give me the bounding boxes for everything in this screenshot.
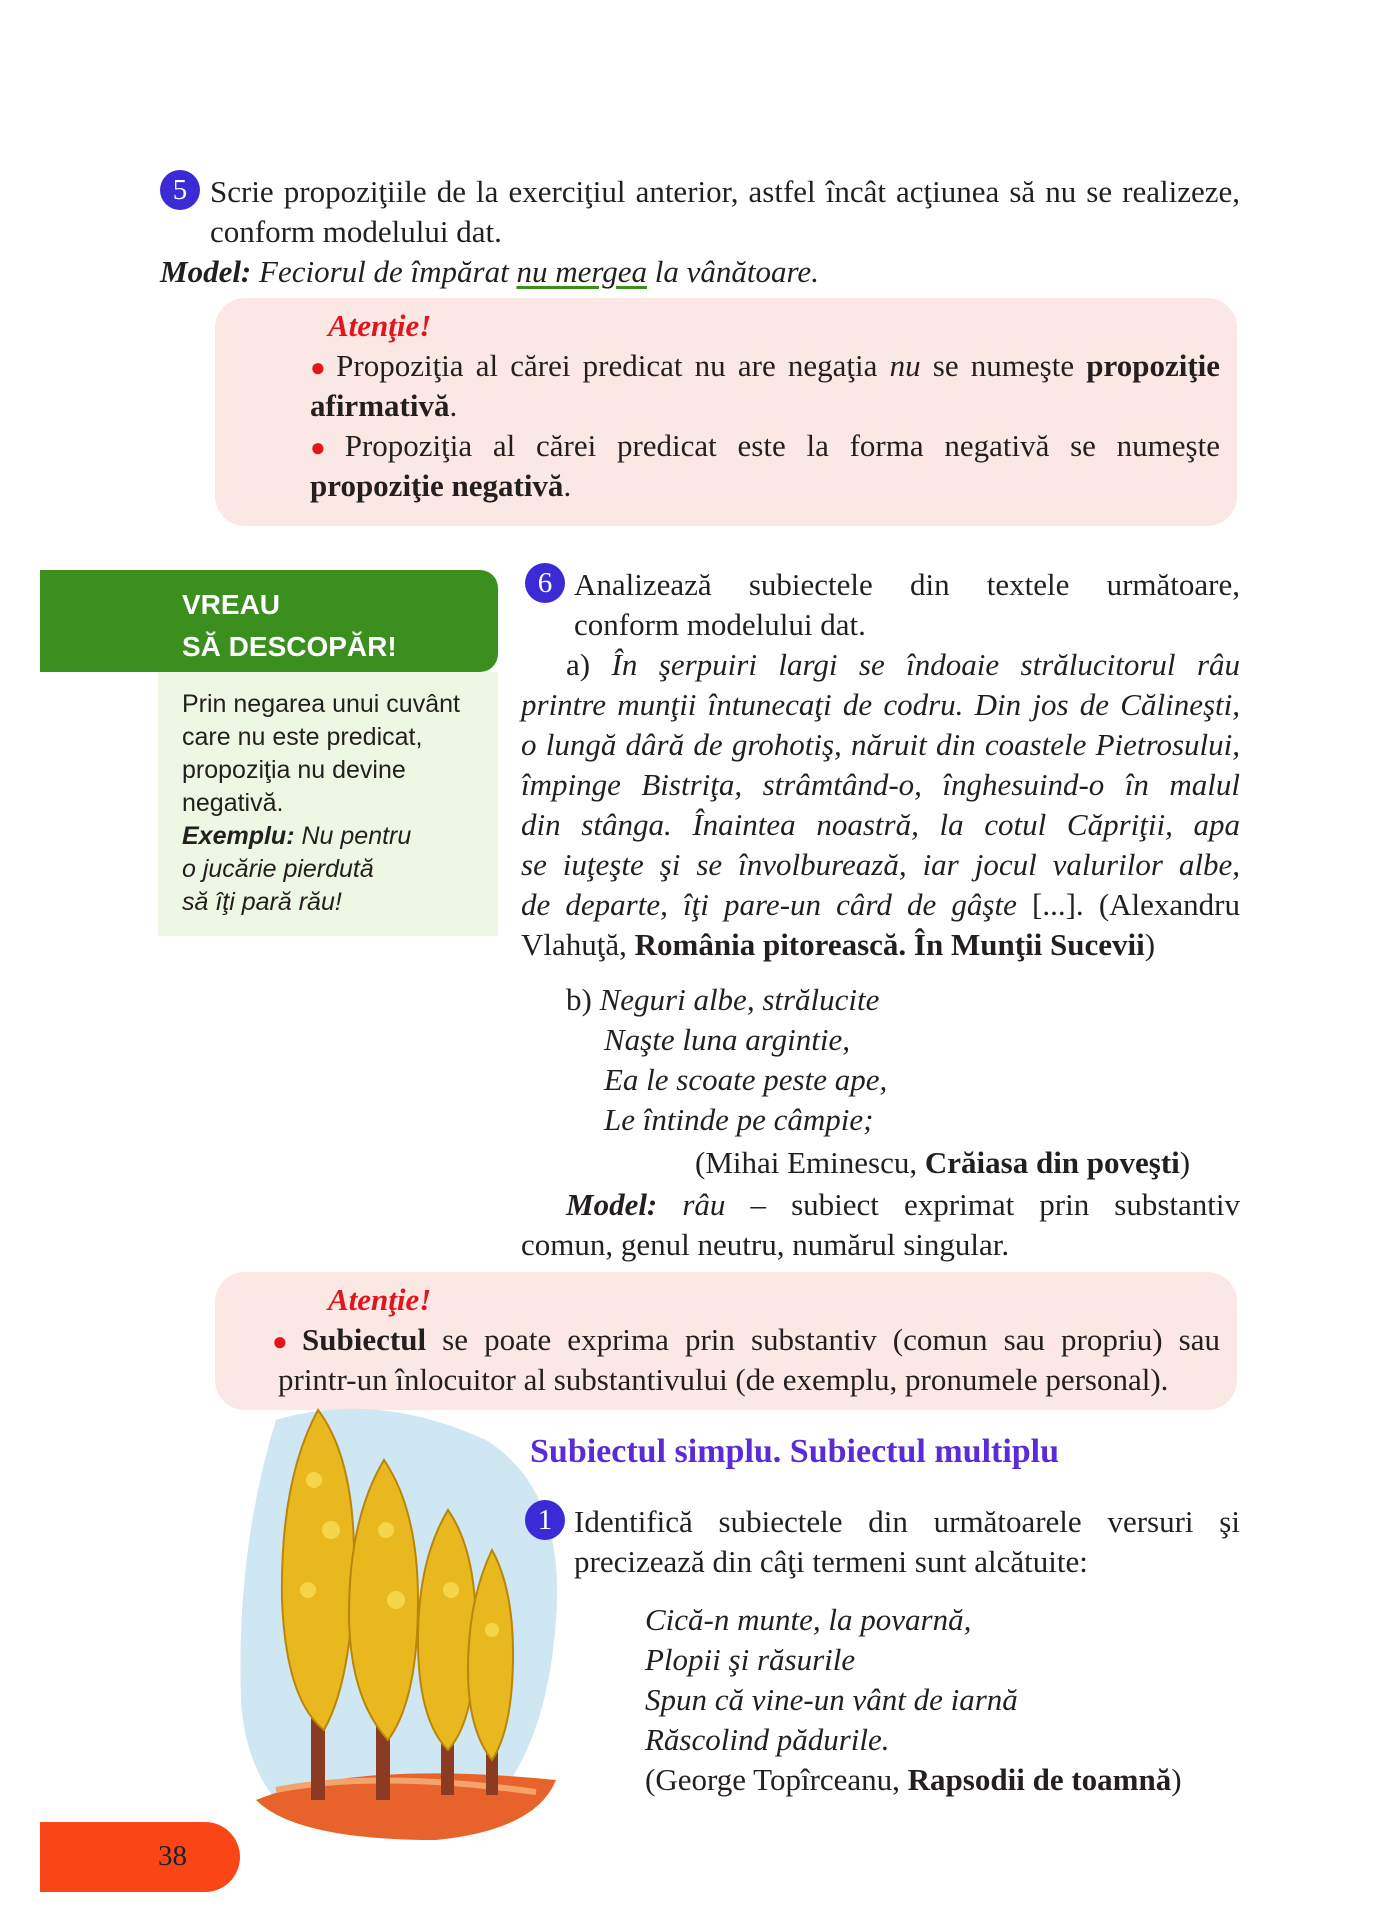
model-line [160,252,819,292]
discover-text: care nu este predicat, [182,723,423,751]
poem-b: Le întinde pe câmpie; [604,1102,874,1137]
discover-example: Exemplu: Nu pentru [182,822,412,850]
model-text: Feciorul de împărat [259,254,509,289]
text-a: printre munţii întunecaţi de codru. Din jos de Călineşti, [521,687,1240,722]
poem-verse: Plopii şi răsurile [645,1642,856,1677]
note-text: printr-un înlocuitor al substantivului (de exemplu, pronumele personal). [278,1362,1169,1397]
text-a: împinge Bistriţa, strâmtând-o, înghesuind-o în malul [521,767,1240,802]
poem-b: Ea le scoate peste ape, [604,1062,888,1097]
model-predicate: nu mergea [516,254,648,289]
model-text: la vânătoare. [654,254,819,289]
attention-title: Atenţie! [328,1282,432,1317]
note-text: ● Propoziţia al cărei predicat este la forma negativă se numeşte [310,428,1220,463]
exercise-number-badge: 1 [525,1500,565,1540]
attention-title: Atenţie! [328,308,432,343]
page-number-tab [40,1822,240,1892]
exercise-text: conform modelului dat. [574,607,866,642]
bullet-icon: ● [310,353,331,382]
exercise-text: precizează din câţi termeni sunt alcătuite: [574,1544,1088,1579]
discover-text: negativă. [182,789,284,817]
poem-verse: Răscolind pădurile. [645,1722,890,1757]
text-a: o lungă dâră de grohotiş, năruit din coastele Pietrosului, [521,727,1240,762]
poem-b-source: (Mihai Eminescu, Crăiasa din poveşti) [695,1145,1191,1180]
model-line: comun, genul neutru, numărul singular. [521,1227,1010,1262]
discover-box-title: VREAU [182,589,281,620]
poem-source: (George Topîrceanu, Rapsodii de toamnă) [645,1762,1182,1797]
text-a: a) În şerpuiri largi se îndoaie strălucitorul râu [566,647,1241,682]
exercise-number-badge: 5 [160,170,200,210]
model-label: Model: [160,254,252,289]
discover-example: să îţi pară rău! [182,888,342,916]
text-a-source: Vlahuţă, România pitorească. În Munţii Sucevii) [521,927,1156,962]
discover-text: Prin negarea unui cuvânt [182,690,460,718]
poem-b: Naşte luna argintie, [604,1022,850,1057]
poem-verse: Cică-n munte, la povarnă, [645,1602,972,1637]
exercise-text: Analizează subiectele din textele următoare, [574,567,1240,602]
discover-box-title: SĂ DESCOPĂR! [182,631,397,662]
poem-verse: Spun că vine-un vânt de iarnă [645,1682,1018,1717]
poem-b: b) Neguri albe, strălucite [566,982,880,1017]
note-text: ● Subiectul se poate exprima prin substantiv (comun sau propriu) sau [272,1322,1220,1357]
section-heading: Subiectul simplu. Subiectul multiplu [530,1433,1060,1470]
discover-example: o jucărie pierdută [182,855,374,883]
text-a: de departe, îţi pare-un cârd de gâşte [...]. (Alexandru [521,887,1241,922]
exercise-number-badge: 6 [525,563,565,603]
bullet-icon: ● [272,1327,297,1356]
exercise-text: Identifică subiectele din următoarele versuri şi [574,1504,1240,1539]
exercise-text: Scrie propoziţiile de la exerciţiul anterior, astfel încât acţiunea să nu se realizeze, [210,174,1240,209]
poplar-trees-illustration [236,1400,566,1840]
note-text: afirmativă. [310,388,458,423]
exercise-text: conform modelului dat. [210,214,502,249]
text-a: se iuţeşte şi se învolburează, iar jocul valurilor albe, [521,847,1240,882]
note-text: ● Propoziţia al cărei predicat nu are negaţia nu se numeşte propoziţie [310,348,1221,383]
note-text: propoziţie negativă. [310,468,572,503]
text-a: din stânga. Înaintea noastră, la cotul Căpriţii, apa [521,807,1240,842]
discover-text: propoziţia nu devine [182,756,406,784]
bullet-icon: ● [310,433,339,462]
model-line: Model: râu – subiect exprimat prin substantiv [566,1187,1241,1222]
page-number: 38 [158,1840,187,1872]
